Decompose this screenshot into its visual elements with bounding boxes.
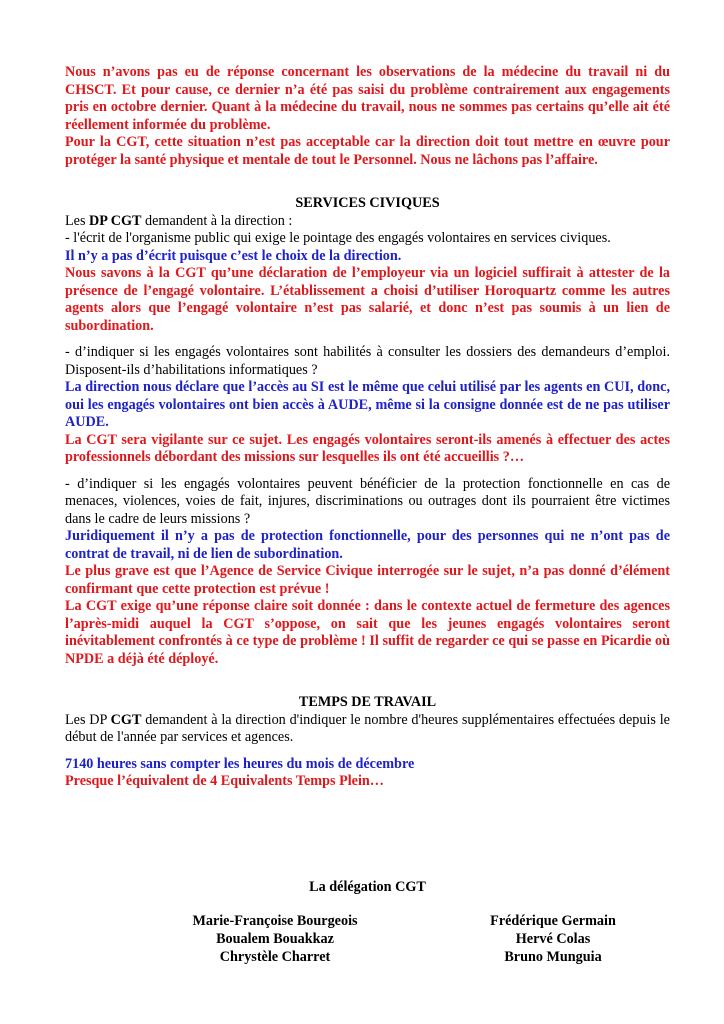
hours-answer: 7140 heures sans compter les heures du mois de décembre <box>65 755 415 772</box>
answer-2-cgt: La CGT sera vigilante sur ce sujet. Les engagés volontaires seront-ils amenés à effectuer des actes professionnels débordant des missions sur lesquelles ils ont été accueillis ?… <box>65 431 670 465</box>
answer-1-direction: Il n’y a pas d’écrit puisque c’est le choix de la direction. <box>65 247 402 264</box>
signatories-left <box>165 913 385 967</box>
signatory-name: Hervé Colas <box>515 931 591 947</box>
document-page <box>65 64 670 965</box>
signature-title: La délégation CGT <box>309 879 426 895</box>
signatories-right <box>433 913 673 967</box>
section-heading-temps-de-travail: TEMPS DE TRAVAIL <box>298 694 437 710</box>
intro-paragraph-2: Pour la CGT, cette situation n’est pas acceptable car la direction doit tout mettre en œuvre pour protéger la santé physique et mentale de tout le Personnel. Nous ne lâchons pas l’affaire. <box>65 134 670 168</box>
signatory-name: Bruno Munguia <box>504 949 602 965</box>
answer-3-cgt-2: La CGT exige qu’une réponse claire soit donnée : dans le contexte actuel de fermeture des agences l’après-midi auquel la CGT s’oppose, on sait que les jeunes engagés volontaires seront inévitablement confrontés à ce type de problème ! Il suffit de regarder ce qui se passe en Picardie où NPDE a déjà été déployé. <box>65 598 670 667</box>
signatory-name: Boualem Bouakkaz <box>216 931 334 947</box>
answer-3-direction: Juridiquement il n’y a pas de protection fonctionnelle, pour des personnes qui ne n’ont pas de contrat de travail, ni de lien de subordination. <box>65 528 670 562</box>
signatory-name: Chrystèle Charret <box>219 949 331 965</box>
signatory-name: Frédérique Germain <box>490 913 616 929</box>
temps-de-travail-intro: Les DP CGT demandent à la direction d'indiquer le nombre d'heures supplémentaires effectuées depuis le début de l'année par services et agences. <box>65 711 670 745</box>
intro-paragraph-1: Nous n’avons pas eu de réponse concernant les observations de la médecine du travail ni du CHSCT. Et pour cause, ce dernier n’a été pas saisi du problème contrairement aux engagements pris en octobre dernier. Quant à la médecine du travail, nous ne sommes pas certains qu’elle ait été réellement informée du problème. <box>65 64 670 133</box>
answer-3-cgt-1: Le plus grave est que l’Agence de Service Civique interrogée sur le sujet, n’a pas donné d’élément confirmant que cette protection est prévue ! <box>65 563 670 597</box>
question-3: - d’indiquer si les engagés volontaires peuvent bénéficier de la protection fonctionnelle en cas de menaces, violences, voies de fait, injures, discriminations ou outrages dont ils pourraient être victimes dans le cadre de leurs missions ? <box>65 475 670 527</box>
services-civiques-intro: Les DP CGT demandent à la direction : <box>65 212 293 229</box>
section-heading-services-civiques: SERVICES CIVIQUES <box>295 195 440 211</box>
question-2: - d’indiquer si les engagés volontaires sont habilités à consulter les dossiers des demandeurs d’emploi. Disposent-ils d’habilitations informatiques ? <box>65 344 670 378</box>
answer-2-direction: La direction nous déclare que l’accès au SI est le même que celui utilisé par les agents en CUI, donc, oui les engagés volontaires ont bien accès à AUDE, même si la consigne donnée est de ne pas utiliser AUDE. <box>65 379 670 430</box>
question-1: - l'écrit de l'organisme public qui exige le pointage des engagés volontaires en services civiques. <box>65 230 611 246</box>
signatory-name: Marie-Françoise Bourgeois <box>192 913 358 929</box>
answer-1-cgt: Nous savons à la CGT qu’une déclaration de l’employeur via un logiciel suffirait à attester de la présence de l’engagé volontaire. L’établissement a choisi d’utiliser Horoquartz comme les autres agents alors que l’engagé volontaire n’est pas salarié, et donc n’est pas soumis à un lien de subordination. <box>65 265 670 334</box>
hours-comment: Presque l’équivalent de 4 Equivalents Temps Plein… <box>65 773 384 789</box>
